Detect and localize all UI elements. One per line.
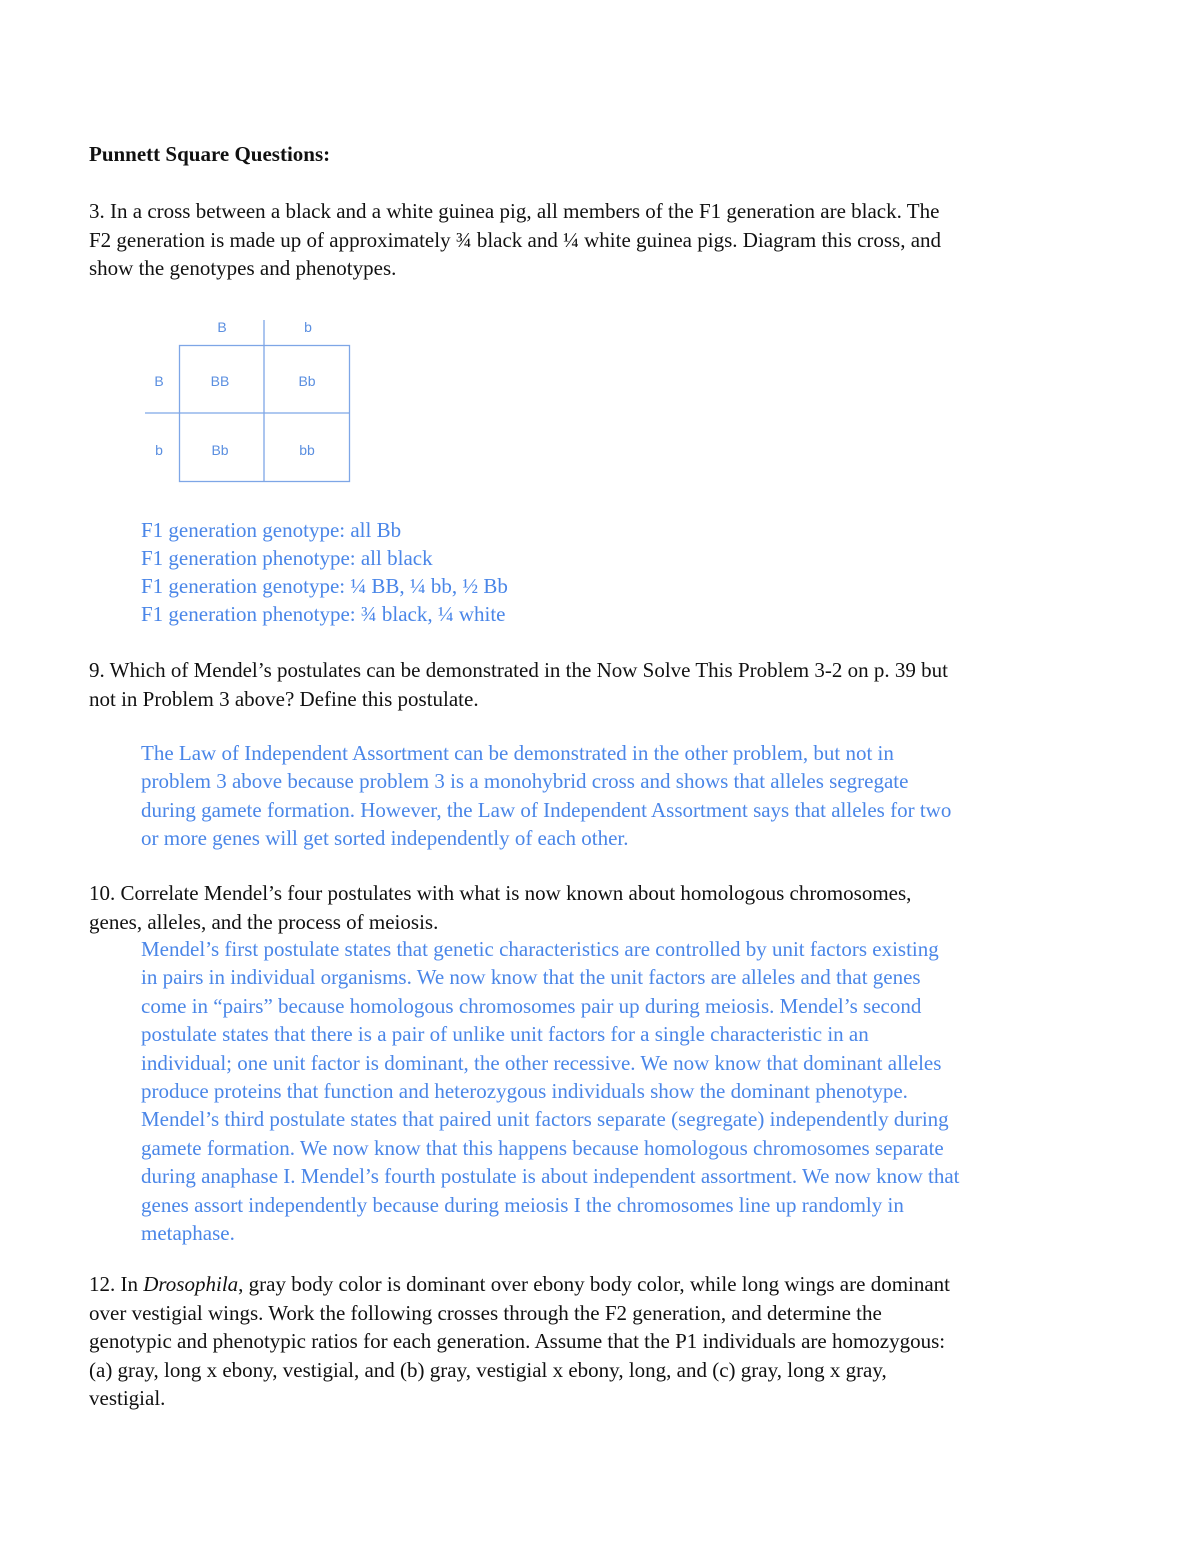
question-9-line: not in Problem 3 above? Define this postulate. <box>89 686 479 711</box>
question-12 <box>89 1270 1089 1413</box>
answer-line: produce proteins that function and heterozygous individuals show the dominant phenotype. <box>141 1079 908 1104</box>
species-name: Drosophila <box>143 1272 239 1296</box>
answer-line: in pairs in individual organisms. We now know that the unit factors are alleles and that genes <box>141 965 921 990</box>
answer-line: F1 generation phenotype: ¾ black, ¼ white <box>141 602 506 626</box>
answer-line: Mendel’s third postulate states that paired unit factors separate (segregate) independently during <box>141 1107 949 1132</box>
answer-line: postulate states that there is a pair of unlike unit factors for a single characteristic in an <box>141 1022 869 1047</box>
answer-line: during anaphase I. Mendel’s fourth postulate is about independent assortment. We now know that <box>141 1164 960 1189</box>
punnett-top-allele: B <box>217 319 227 335</box>
answer-line: F1 generation phenotype: all black <box>141 546 433 570</box>
question-3-line: show the genotypes and phenotypes. <box>89 256 397 280</box>
punnett-grid <box>145 315 360 490</box>
answer-line: come in “pairs” because homologous chromosomes pair up during meiosis. Mendel’s second <box>141 993 922 1018</box>
question-12-line: (a) gray, long x ebony, vestigial, and (b) gray, vestigial x ebony, long, and (c) gray, long x gray, <box>89 1357 887 1382</box>
question-3-line: 3. In a cross between a black and a white guinea pig, all members of the F1 generation are black. The <box>89 199 940 223</box>
question-3 <box>89 197 1089 283</box>
question-9-answer <box>141 739 1081 853</box>
answer-line: F1 generation genotype: ¼ BB, ¼ bb, ½ Bb <box>141 574 508 598</box>
question-12-line: vestigial. <box>89 1386 166 1410</box>
answer-line: The Law of Independent Assortment can be demonstrated in the other problem, but not in <box>141 741 894 765</box>
answer-line: or more genes will get sorted independently of each other. <box>141 826 629 851</box>
question-9 <box>89 656 1089 713</box>
question-10-line: 10. Correlate Mendel’s four postulates with what is now known about homologous chromosomes, <box>89 881 912 905</box>
punnett-side-allele: B <box>154 373 164 389</box>
answer-line: individual; one unit factor is dominant, the other recessive. We now know that dominant alleles <box>141 1050 942 1075</box>
question-12-line: genotypic and phenotypic ratios for each generation. Assume that the P1 individuals are homozygous: <box>89 1329 946 1353</box>
question-12-line: over vestigial wings. Work the following crosses through the F2 generation, and determine the <box>89 1300 882 1325</box>
punnett-cell: bb <box>299 442 315 458</box>
question-12-prefix: 12. In <box>89 1272 144 1296</box>
answer-line: F1 generation genotype: all Bb <box>141 518 402 542</box>
answer-line: problem 3 above because problem 3 is a monohybrid cross and shows that alleles segregate <box>141 769 909 794</box>
question-10-line: genes, alleles, and the process of meiosis. <box>89 909 439 934</box>
question-10 <box>89 879 1089 936</box>
answer-line: Mendel’s first postulate states that genetic characteristics are controlled by unit factors existing <box>141 937 939 961</box>
punnett-top-allele: b <box>304 319 312 335</box>
answer-line: metaphase. <box>141 1221 235 1246</box>
question-12-line <box>89 1270 1089 1299</box>
question-10-answer <box>141 935 1081 1247</box>
question-3-line: F2 generation is made up of approximately ¾ black and ¼ white guinea pigs. Diagram this cross, and <box>89 227 942 252</box>
punnett-side-allele: b <box>155 442 163 458</box>
answer-line: during gamete formation. However, the Law of Independent Assortment says that alleles for two <box>141 797 952 822</box>
question-9-line: 9. Which of Mendel’s postulates can be demonstrated in the Now Solve This Problem 3-2 on p. 39 but <box>89 658 948 682</box>
punnett-square <box>145 315 360 490</box>
question-3-answer <box>141 516 1081 628</box>
page-heading: Punnett Square Questions: <box>89 142 331 166</box>
punnett-cell: BB <box>210 373 230 389</box>
punnett-cell: Bb <box>298 373 316 389</box>
answer-line: gamete formation. We now know that this happens because homologous chromosomes separate <box>141 1135 944 1160</box>
punnett-cell: Bb <box>211 442 229 458</box>
question-12-suffix: , gray body color is dominant over ebony body color, while long wings are dominant <box>238 1272 951 1296</box>
answer-line: genes assort independently because during meiosis I the chromosomes line up randomly in <box>141 1192 904 1217</box>
